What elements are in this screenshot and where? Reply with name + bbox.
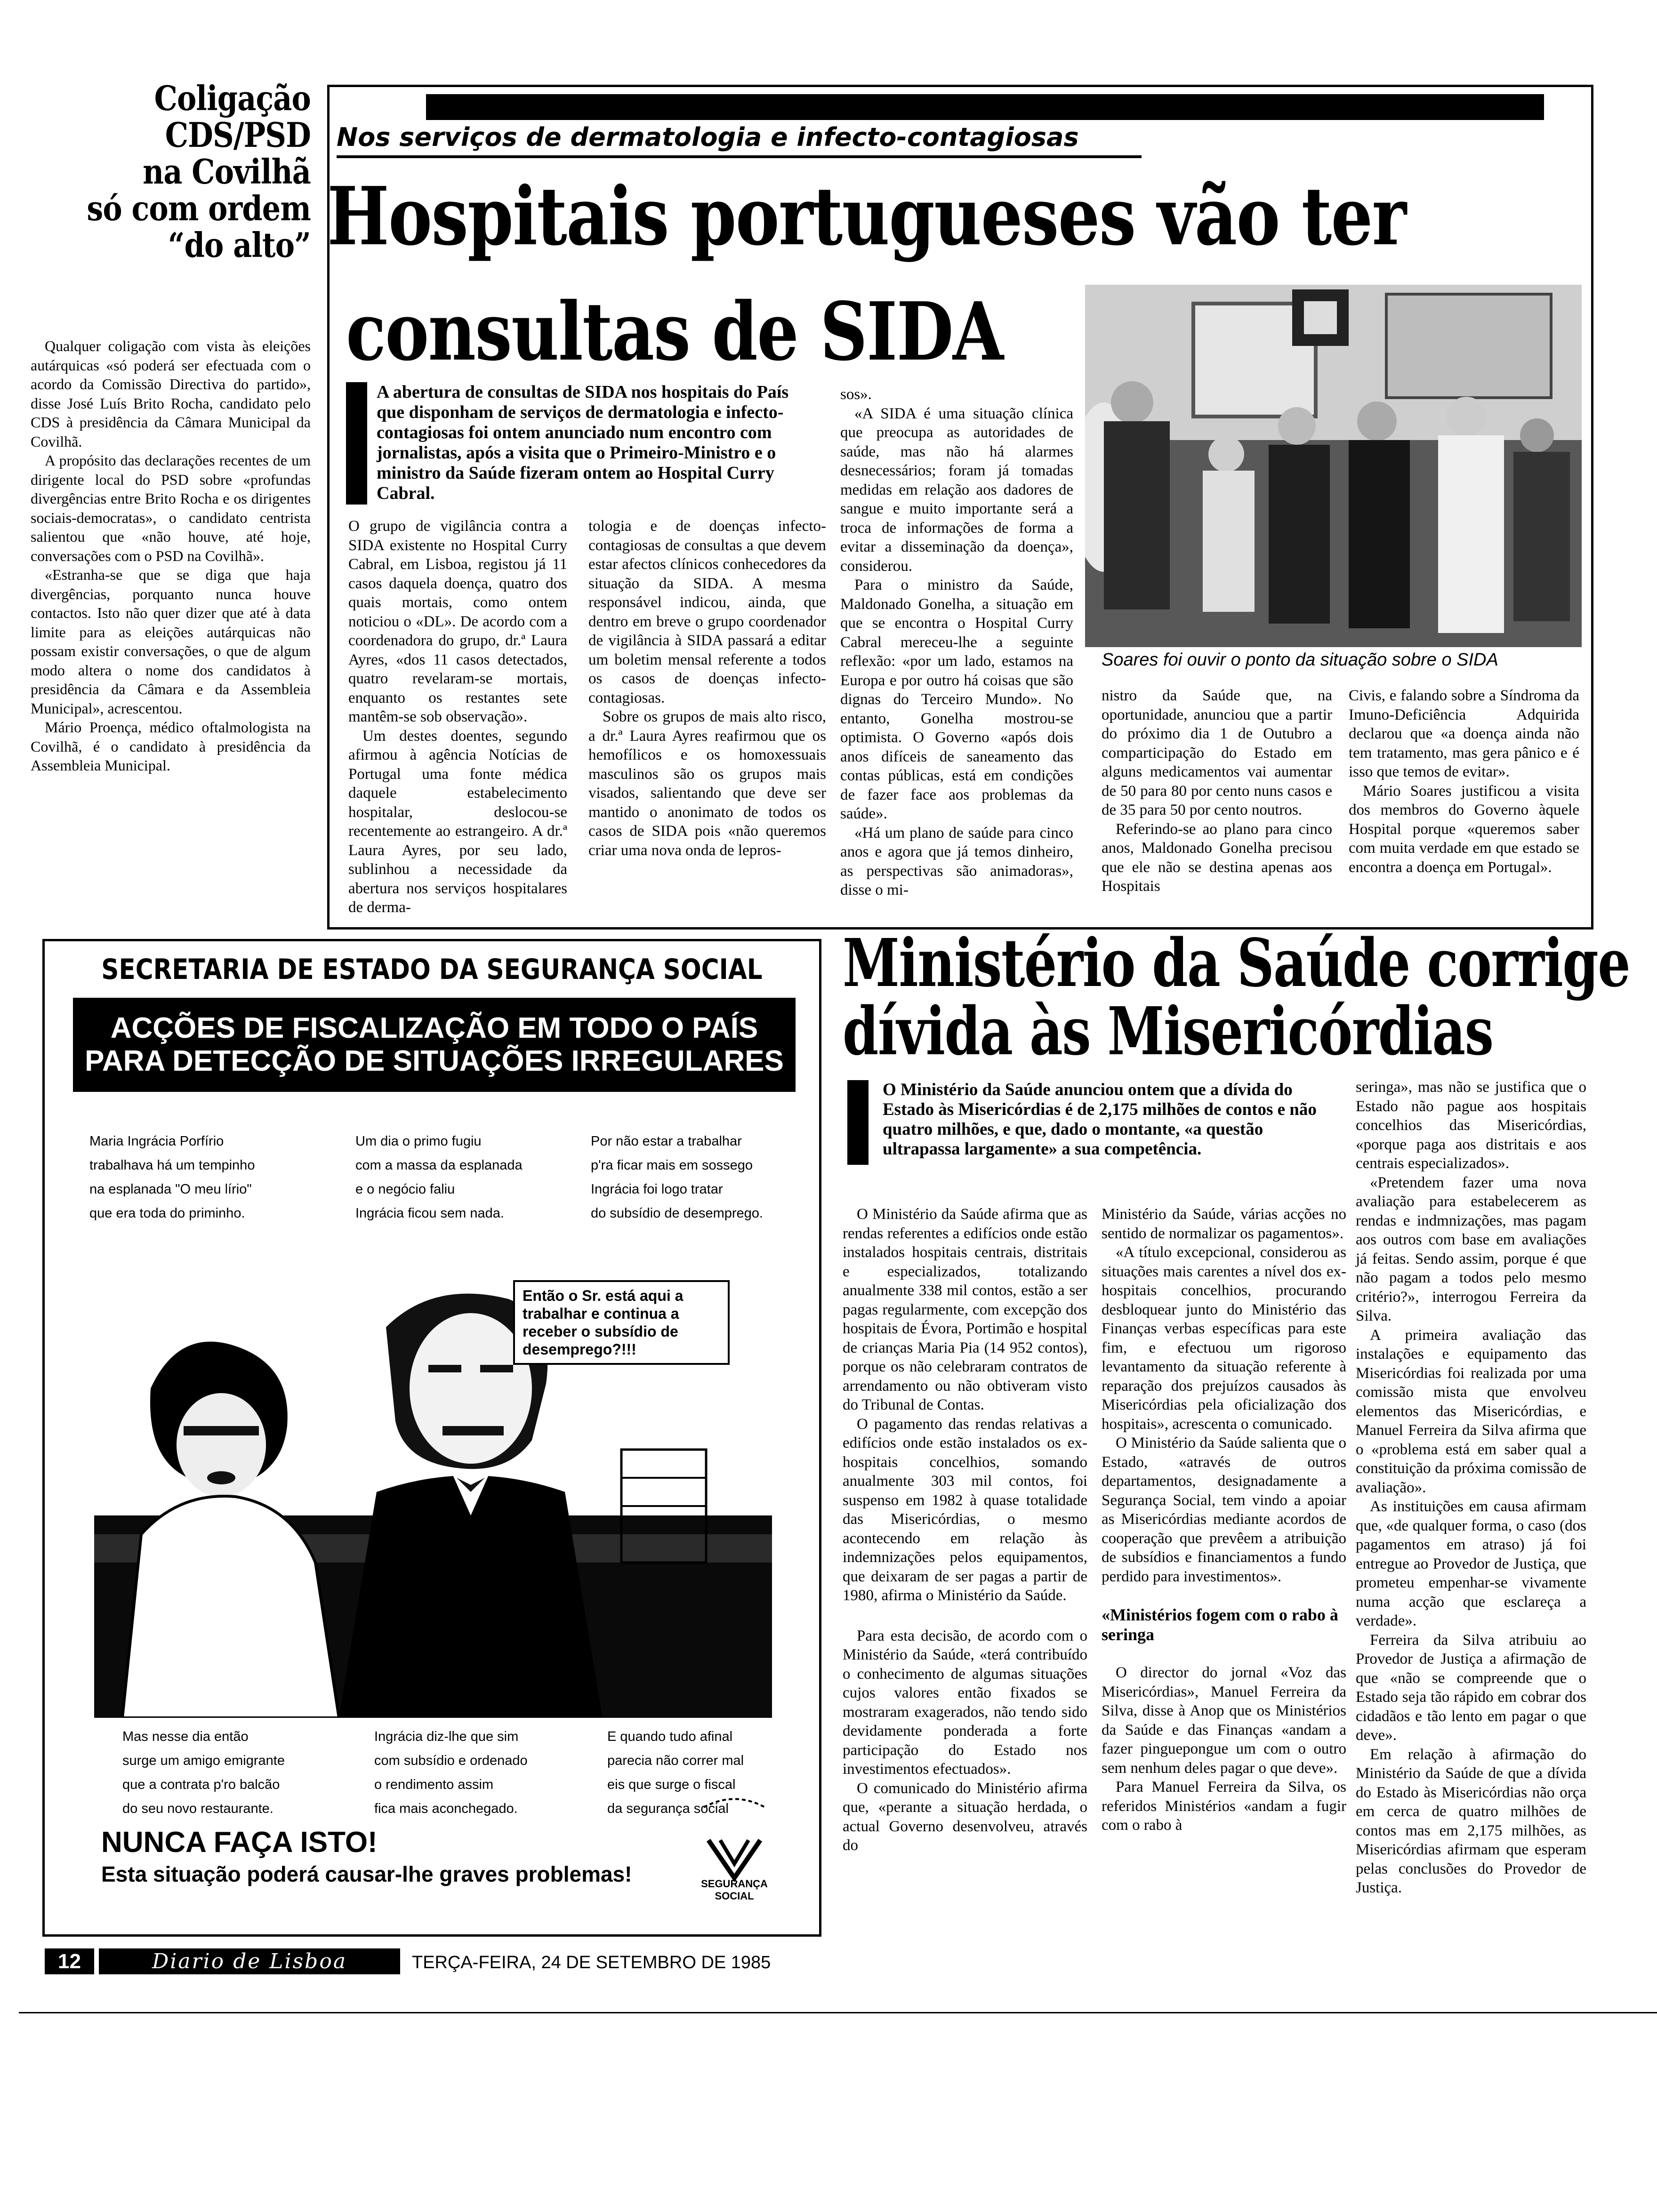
ad-banner bbox=[73, 998, 796, 1092]
misericordias-headline-1: Ministério da Saúde corrige bbox=[843, 925, 1630, 1002]
paragraph: Um destes doentes, segundo afirmou à agência Notícias de Portugal uma fonte médica daquele estabelecimento hospitalar, deslocou-se recentemente ao estrangeiro. A dr.ª Laura Ayres, por seu lado, sublinhou a necessidade da abertura nos serviços hospitalares de derma- bbox=[348, 727, 567, 916]
sida-headline-1: Hospitais portugueses vão ter bbox=[327, 169, 1406, 264]
caption-line: fica mais aconchegado. bbox=[374, 1801, 518, 1816]
caption-line: Ingrácia diz-lhe que sim bbox=[374, 1729, 519, 1744]
ad-caption-5 bbox=[374, 1725, 528, 1821]
caption-line: com subsídio e ordenado bbox=[374, 1753, 528, 1768]
ad-caption-4 bbox=[122, 1725, 285, 1821]
caption-line: Ingrácia ficou sem nada. bbox=[355, 1206, 504, 1221]
soares-photo bbox=[1085, 285, 1582, 647]
paragraph: Ministério da Saúde, várias acções no sentido de normalizar os pagamentos». bbox=[1102, 1206, 1346, 1242]
ad-warning: Esta situação poderá causar-lhe graves problemas! bbox=[101, 1862, 632, 1886]
caption-line: E quando tudo afinal bbox=[607, 1729, 733, 1744]
paragraph: Qualquer coligação com vista às eleições autárquicas «só poderá ser efectuada com o acordo da Comissão Directiva do partido», disse José Luís Brito Rocha, candidato pelo CDS à presidência da Câmara Municipal da Covilhã. bbox=[31, 337, 311, 450]
paragraph: Referindo-se ao plano para cinco anos, Maldonado Gonelha precisou que ele não se destina apenas aos Hospitais bbox=[1102, 820, 1332, 895]
mis-col-1 bbox=[843, 1205, 1087, 1855]
ad-header: SECRETARIA DE ESTADO DA SEGURANÇA SOCIAL bbox=[101, 953, 763, 986]
mis-col-3 bbox=[1356, 1078, 1586, 1898]
speech-bubble-text: Então o Sr. está aqui a trabalhar e continua a receber o subsídio de desemprego?!!! bbox=[523, 1287, 684, 1358]
caption-line: do subsídio de desemprego. bbox=[591, 1206, 763, 1221]
caption-line: p'ra ficar mais em sossego bbox=[591, 1158, 753, 1173]
paragraph: Mário Proença, médico oftalmologista na Covilhã, é o candidato à presidência da Assembleia Municipal. bbox=[31, 719, 311, 774]
paragraph: «Estranha-se que se diga que haja divergências, porquanto nunca houve contactos. Isto não quer dizer que até à data limite para as eleições autárquicas não possam existir conversações, o que de algum modo altera o nome dos candidatos à presidência da Câmara e da Assembleia Municipal», acrescentou. bbox=[31, 566, 311, 717]
caption-line: que era toda do priminho. bbox=[89, 1206, 245, 1221]
paragraph: nistro da Saúde que, na oportunidade, anunciou que a partir do próximo dia 1 de Outubro a comparticipação do Estado em alguns medicamentos vai aumentar de 50 para 80 por cento nuns casos e de 35 para 50 por cento noutros. bbox=[1102, 687, 1332, 818]
paragraph: «A SIDA é uma situação clínica que preocupa as autoridades de saúde, mas não há alarmes desnecessários; foram já tomadas medidas em relação aos dadores de sangue e muito importante será a troca de informações de forma a evitar a disseminação da doença», considerou. bbox=[840, 405, 1073, 575]
paragraph: Ferreira da Silva atribuiu ao Provedor de Justiça a afirmação de que «não se compreende que o Estado seja tão rápido em cobrar dos cidadãos e tão lento em pagar o que deve». bbox=[1356, 1631, 1586, 1744]
headline-line: só com ordem bbox=[87, 188, 311, 228]
sida-lead: A abertura de consultas de SIDA nos hospitais do País que disponham de serviços de dermatologia e infecto-contagiosas foi ontem anunciado num encontro com jornalistas, após a visita que o Primeiro-Ministro e o ministro da Saúde fizeram ontem ao Hospital Curry Cabral. bbox=[377, 382, 789, 503]
hospital-visit-photo bbox=[1085, 285, 1582, 647]
sida-col-5 bbox=[1349, 686, 1579, 877]
caption-line: do seu novo restaurante. bbox=[122, 1801, 273, 1816]
headline-line: “do alto” bbox=[168, 225, 311, 265]
left-story-headline bbox=[68, 80, 311, 264]
paragraph: O director do jornal «Voz das Misericórdias», Manuel Ferreira da Silva, disse à Anop que os Ministérios da Saúde e das Finanças «andam a fazer pinguepongue um com o outro sem nenhum deles pagar o que deve». bbox=[1102, 1664, 1346, 1777]
caption-line: surge um amigo emigrante bbox=[122, 1753, 285, 1768]
caption-line: na esplanada "O meu lírio" bbox=[89, 1182, 252, 1197]
headline-line: Coligação bbox=[154, 78, 311, 118]
left-story-body bbox=[31, 337, 311, 775]
paragraph: Para o ministro da Saúde, Maldonado Gonelha, a situação em que se encontra o Hospital Curry Cabral mereceu-lhe a seguinte reflexão: «por um lado, estamos na Europa e por outro há coisas que são dignas do Terceiro Mundo». No entanto, Gonelha mostrou-se optimista. O Governo «após dois anos difíceis de saneamento das contas públicas, está em condições de fazer face aos problemas da saúde». bbox=[840, 577, 1073, 822]
caption-line: Ingrácia foi logo tratar bbox=[591, 1182, 723, 1197]
page-number: 12 bbox=[45, 1948, 94, 1974]
footer-rule bbox=[19, 2012, 1657, 2013]
kicker-bar bbox=[426, 94, 1544, 120]
caption-line: Um dia o primo fugiu bbox=[355, 1134, 482, 1149]
sida-headline-2: consultas de SIDA bbox=[346, 285, 1003, 379]
sida-col-4 bbox=[1102, 686, 1332, 896]
caption-line: o rendimento assim bbox=[374, 1777, 494, 1792]
paragraph: «Há um plano de saúde para cinco anos e agora que já temos dinheiro, as perspectivas são animadoras», disse o mi- bbox=[840, 824, 1073, 898]
paragraph: Mário Soares justificou a visita dos membros do Governo àquele Hospital porque «queremos saber com muita verdade em que estado se encontra a doença em Portugal». bbox=[1349, 782, 1579, 876]
logo-text: SEGURANÇA SOCIAL bbox=[701, 1878, 768, 1902]
paragraph: O Ministério da Saúde salienta que o Estado, «através de outros departamentos, designadamente a Segurança Social, tem vindo a apoiar as Misericórdias mediante acordos de cooperação que prevêem a atribuição de subsídios e financiamentos a fundo perdido para investimentos». bbox=[1102, 1435, 1346, 1585]
seguranca-social-logo bbox=[676, 1788, 793, 1906]
ad-illustration bbox=[94, 1271, 772, 1718]
paragraph: O Ministério da Saúde afirma que as rendas referentes a edifícios onde estão instalados hospitais centrais, distritais e especializados, totalizando anualmente 338 mil contos, estão a ser pagas regularmente, com excepção dos hospitais de Évora, Portimão e hospital de crianças Maria Pia (14 952 contos), porque os não celebraram contratos de arrendamento ou não obtiveram visto do Tribunal de Contas. bbox=[843, 1206, 1087, 1413]
caption-line: Mas nesse dia então bbox=[122, 1729, 249, 1744]
paragraph: tologia e de doenças infecto-contagiosas de consultas a que devem estar afectos clínicos conhecedores da situação da SIDA. A mesma responsável indicou, ainda, que dentro em breve o grupo coordenador de vigilância à SIDA passará a editar um boletim mensal referente a todos os casos de doenças infecto-contagiosas. bbox=[588, 518, 826, 706]
caption-line: parecia não correr mal bbox=[607, 1753, 744, 1768]
photo-caption: Soares foi ouvir o ponto da situação sobre o SIDA bbox=[1102, 650, 1498, 670]
paragraph: O pagamento das rendas relativas a edifícios onde estão instalados os ex-hospitais concelhios, somando anualmente 303 mil contos, foi suspenso em 1982 à quase totalidade das Misericórdias, o mesmo acontecendo em relação às indemnizações pelos equipamentos, que deixaram de ser pagas a partir de 1980, afirma o Ministério da Saúde. bbox=[843, 1415, 1087, 1604]
caption-line: Por não estar a trabalhar bbox=[591, 1134, 742, 1149]
paragraph: O grupo de vigilância contra a SIDA existente no Hospital Curry Cabral, em Lisboa, registou já 11 casos daquela doença, quatro dos quais mortais, como ontem noticiou o «DL». De acordo com a coordenadora do grupo, dr.ª Laura Ayres, «dos 11 casos detectados, quatro revelaram-se mortais, enquanto os restantes sete mantêm-se sob observação». bbox=[348, 518, 567, 725]
caption-line: com a massa da esplanada bbox=[355, 1158, 523, 1173]
paragraph: Civis, e falando sobre a Síndroma da Imuno-Deficiência Adquirida declarou que «a doença ainda não tem tratamento, mas gera pânico e é isso que temos de evitar». bbox=[1349, 687, 1579, 780]
kicker: Nos serviços de dermatologia e infecto-contagiosas bbox=[337, 122, 1079, 152]
caption-line: Maria Ingrácia Porfírio bbox=[89, 1134, 224, 1149]
paragraph: Em relação à afirmação do Ministério da Saúde de que a dívida do Estado às Misericórdias não orça em cerca de quatro milhões de contos mas em 2,175 milhões, as Misericórdias afirmam que esperam pelas conclusões do Provedor de Justiça. bbox=[1356, 1746, 1586, 1896]
caption-line: eis que surge o fiscal bbox=[607, 1777, 736, 1792]
caption-line: que a contrata p'ro balcão bbox=[122, 1777, 280, 1792]
misericordias-headline-2: dívida às Misericórdias bbox=[843, 993, 1493, 1070]
paragraph: seringa», mas não se justifica que o Estado não pague aos hospitais concelhios das Misericórdias, «porque paga aos distritais e aos centrais especializados». bbox=[1356, 1079, 1586, 1172]
misericordias-lead: O Ministério da Saúde anunciou ontem que a dívida do Estado às Misericórdias é de 2,175 milhões de contos e não quatro milhões, e que, dado o montante, «a questão ultrapassa largamente» a sua competência. bbox=[883, 1080, 1317, 1159]
paragraph: Para esta decisão, de acordo com o Ministério da Saúde, «terá contribuído o conhecimento de algumas situações cujos valores então fixados se mostraram exagerados, não tendo sido devidamente ponderada a forte participação do Estado nos investimentos efectuados». bbox=[843, 1627, 1087, 1778]
ad-slogan: NUNCA FAÇA ISTO! bbox=[101, 1826, 378, 1859]
paragraph: «Pretendem fazer uma nova avaliação para estabelecerem as rendas e indmnizações, mas pagam aos outros com base em avaliações já feitas. Sendo assim, porque é que não pagam a todos pelo mesmo critério?», interrogou Ferreira da Silva. bbox=[1356, 1174, 1586, 1324]
mis-lead-initial: I bbox=[847, 1080, 869, 1165]
paragraph: Para Manuel Ferreira da Silva, os referidos Ministérios «andam a fugir com o rabo à bbox=[1102, 1779, 1346, 1834]
ad-caption-2 bbox=[355, 1130, 523, 1226]
left-story bbox=[28, 80, 311, 922]
sida-col-2 bbox=[588, 517, 826, 860]
caption-line: da segurança social bbox=[607, 1801, 729, 1816]
headline-line: na Covilhã bbox=[143, 152, 311, 192]
ad-caption-1 bbox=[89, 1130, 255, 1226]
sida-col-3 bbox=[840, 385, 1073, 900]
banner-line: ACÇÕES DE FISCALIZAÇÃO EM TODO O PAÍS bbox=[110, 1012, 758, 1044]
caption-line: e o negócio faliu bbox=[355, 1182, 455, 1197]
paragraph: A primeira avaliação das instalações e equipamento das Misericórdias foi realizada por uma comissão mista que envolveu elementos das Misericórdias, e Manuel Ferreira da Silva afirma que o «problema está em saber qual a constituição da próxima comissão de avaliação». bbox=[1356, 1326, 1586, 1496]
ad-caption-3 bbox=[591, 1130, 763, 1226]
paragraph: sos». bbox=[840, 386, 872, 403]
social-security-ad bbox=[42, 939, 821, 1937]
sida-col-1 bbox=[348, 517, 567, 917]
mis-col-2 bbox=[1102, 1205, 1346, 1835]
issue-date: TERÇA-FEIRA, 24 DE SETEMBRO DE 1985 bbox=[412, 1953, 771, 1972]
paragraph: Sobre os grupos de mais alto risco, a dr.ª Laura Ayres reafirmou que os hemofílicos e os homoxessuais masculinos são os grupos mais visados, salientando que deve ser mantido o anonimato de todos os casos de SIDA pois «não queremos criar uma nova onda de lepros- bbox=[588, 708, 826, 859]
mis-subhead: «Ministérios fogem com o rabo à seringa bbox=[1102, 1605, 1338, 1644]
paragraph: A propósito das declarações recentes de um dirigente local do PSD sobre «profundas divergências entre Brito Rocha e os dirigentes sociais-democratas», o candidato centrista salientou que «não houve, até hoje, conversações com o PSD na Covilhã». bbox=[31, 452, 311, 564]
headline-line: CDS/PSD bbox=[165, 115, 311, 155]
kicker-rule bbox=[337, 155, 1142, 158]
paragraph: O comunicado do Ministério afirma que, «perante a situação herdada, o actual Governo desenvolveu, através do bbox=[843, 1779, 1087, 1854]
speech-bubble bbox=[513, 1280, 730, 1365]
banner-line: PARA DETECÇÃO DE SITUAÇÕES IRREGULARES bbox=[85, 1045, 784, 1077]
masthead: Diario de Lisboa bbox=[99, 1948, 400, 1974]
paragraph: «A título excepcional, considerou as situações mais carentes a nível dos ex-hospitais concelhios, procurando desbloquear junto do Ministério das Finanças verbas específicas para este fim, e efectuou um rigoroso levantamento da situação referente à reparação dos prejuízos causados às Misericórdias pela oficialização dos hospitais», acrescenta o comunicado. bbox=[1102, 1244, 1346, 1433]
lead-initial: I bbox=[346, 382, 367, 505]
caption-line: trabalhava há um tempinho bbox=[89, 1158, 255, 1173]
paragraph: As instituições em causa afirmam que, «de qualquer forma, o caso (dos pagamentos em atraso) já foi entregue ao Provedor de Justiça, que prometeu empenhar-se vivamente numa acção que esclareça a verdade». bbox=[1356, 1498, 1586, 1629]
